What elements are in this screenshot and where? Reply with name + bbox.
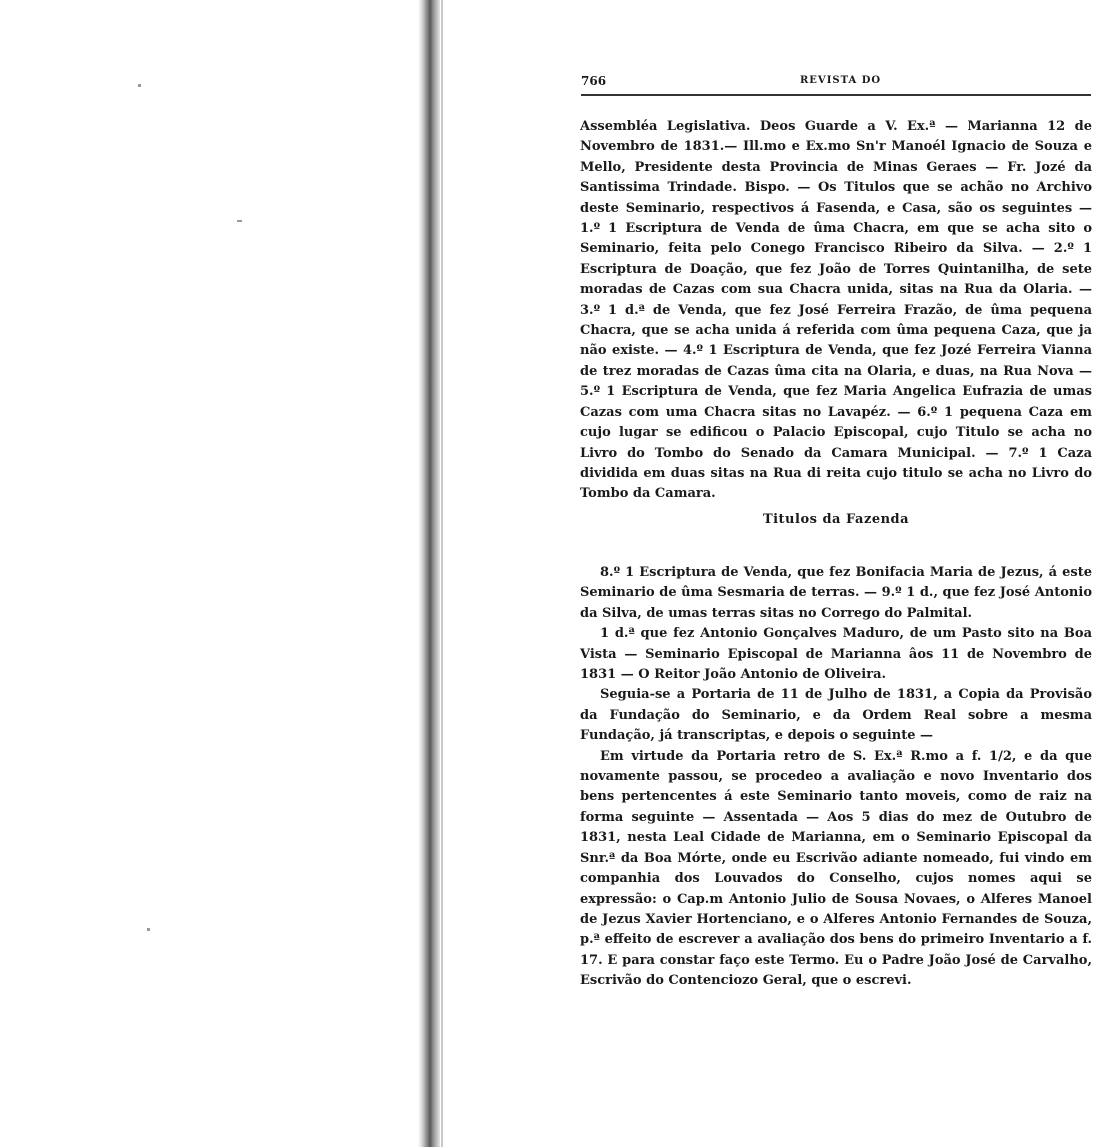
- book-gutter: [418, 0, 440, 1147]
- paragraph: 8.º 1 Escriptura de Venda, que fez Bonifacia Maria de Jezus, á este Seminario de ûma Sesmaria de terras. — 9.º 1 d., que fez José Antonio da Silva, de umas terras sitas no Corrego do Palmital.: [580, 565, 1092, 621]
- body-text-bottom: [580, 563, 1092, 992]
- scan-speck: [147, 928, 150, 931]
- scan-speck: [138, 84, 141, 87]
- paragraph: Assembléa Legislativa. Deos Guarde a V. Ex.ª — Marianna 12 de Novembro de 1831.— Ill.mo e Ex.mo Sn'r Manoél Ignacio de Souza e Mello, Presidente desta Provincia de Minas Geraes — Fr. Jozé da Santissima Trindade. Bispo. — Os Titulos que se achão no Archivo deste Seminario, respectivos á Fasenda, e Casa, são os seguintes — 1.º 1 Escriptura de Venda de ûma Chacra, em que se acha sito o Seminario, feita pelo Conego Francisco Ribeiro da Silva. — 2.º 1 Escriptura de Doação, que fez João de Torres Quintanilha, de sete moradas de Cazas com sua Chacra unida, sitas na Rua da Olaria. — 3.º 1 d.ª de Venda, que fez José Ferreira Frazão, de ûma pequena Chacra, que se acha unida á referida com ûma pequena Caza, que ja não existe. — 4.º 1 Escriptura de Venda, que fez Jozé Ferreira Vianna de trez moradas de Cazas ûma cita na Olaria, e duas, na Rua Nova — 5.º 1 Escriptura de Venda, que fez Maria Angelica Eufrazia de umas Cazas com uma Chacra sitas no Lavapéz. — 6.º 1 pequena Caza em cujo lugar se edificou o Palacio Episcopal, cujo Titulo se acha no Livro do Tombo do Senado da Camara Municipal. — 7.º 1 Caza dividida em duas sitas na Rua di reita cujo titulo se acha no Livro do Tombo da Camara.: [580, 119, 1092, 502]
- running-title: REVISTA DO: [800, 75, 882, 86]
- paragraph: Seguia-se a Portaria de 11 de Julho de 1831, a Copia da Provisão da Fundação do Seminario, e da Ordem Real sobre a mesma Fundação, já transcriptas, e depois o seguinte —: [580, 687, 1092, 744]
- section-title: Titulos da Fazenda: [762, 512, 910, 527]
- body-text-top: [580, 117, 1092, 505]
- paragraph: 1 d.ª que fez Antonio Gonçalves Maduro, de um Pasto sito na Boa Vista — Seminario Episcopal de Marianna âos 11 de Novembro de 1831 — O Reitor João Antonio de Oliveira.: [580, 626, 1092, 683]
- header-rule: [581, 94, 1091, 96]
- page-number: 766: [581, 74, 607, 88]
- scan-speck: [237, 220, 242, 222]
- page-header: [581, 74, 1091, 94]
- paragraph: Em virtude da Portaria retro de S. Ex.ª R.mo a f. 1/2, e da que novamente passou, se procedeo a avaliação e novo Inventario dos bens pertencentes á este Seminario tanto moveis, como de raiz na forma seguinte — Assentada — Aos 5 dias do mez de Outubro de 1831, nesta Leal Cidade de Marianna, em o Seminario Episcopal da Snr.ª da Boa Mórte, onde eu Escrivão adiante nomeado, fui vindo em companhia dos Louvados do Conselho, cujos nomes aqui se expressão: o Cap.m Antonio Julio de Sousa Novaes, o Alferes Manoel de Jezus Xavier Hortenciano, e o Alferes Antonio Fernandes de Souza, p.ª effeito de escrever a avaliação dos bens do primeiro Inventario a f. 17. E para constar faço este Termo. Eu o Padre João José de Carvalho, Escrivão do Contenciozo Geral, que o escrevi.: [580, 748, 1092, 989]
- gutter-edge-line: [441, 0, 443, 1147]
